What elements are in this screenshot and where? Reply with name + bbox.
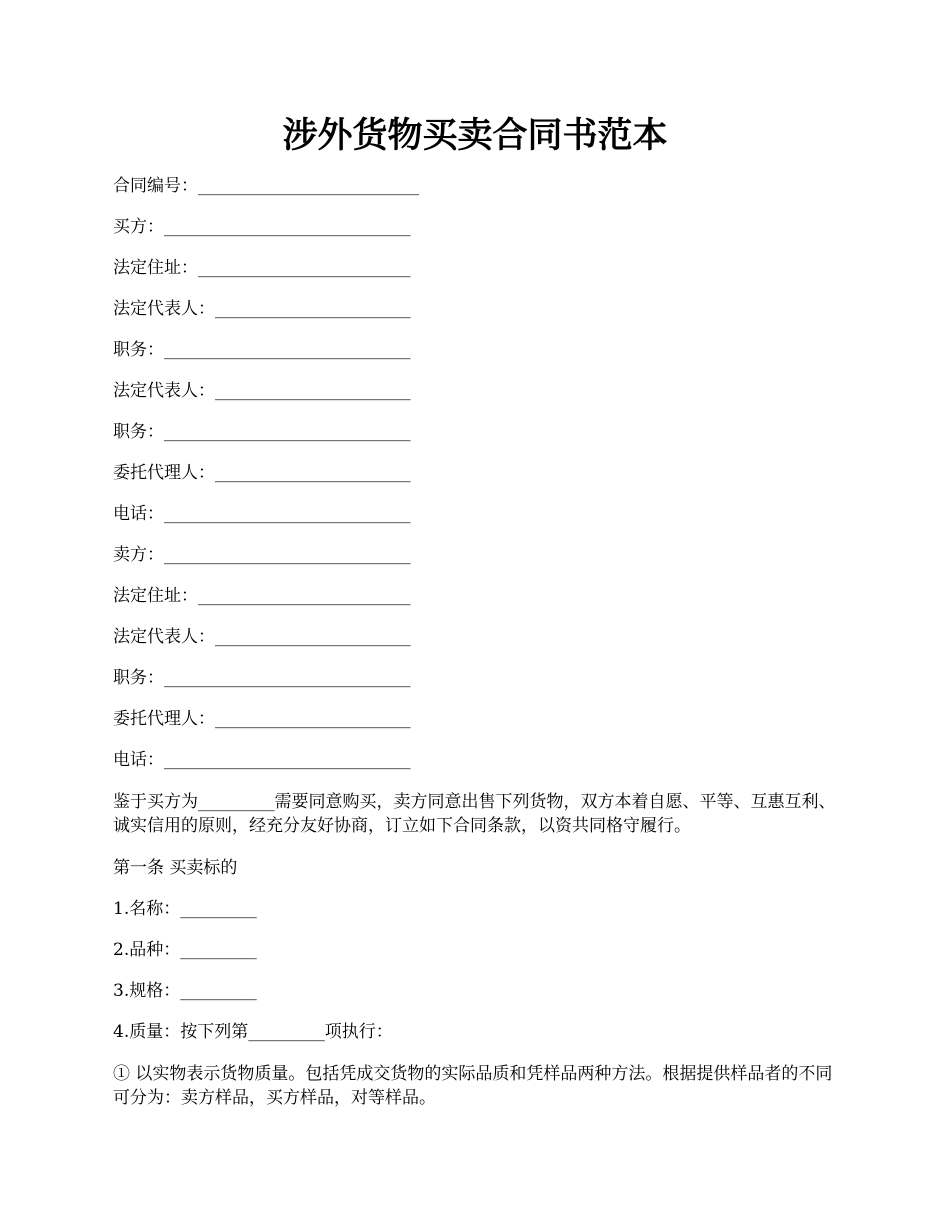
field-seller bbox=[113, 544, 838, 566]
field-seller-position bbox=[113, 667, 838, 689]
item-specification bbox=[113, 980, 838, 1002]
item-variety bbox=[113, 939, 838, 961]
field-blank: _______________________ bbox=[215, 299, 411, 319]
quality-before: 4.质量：按下列第 bbox=[113, 1022, 249, 1042]
field-label: 法定住址： bbox=[113, 586, 198, 606]
field-blank: __________________________ bbox=[198, 176, 419, 196]
field-label: 电话： bbox=[113, 504, 164, 524]
field-buyer-legal-rep bbox=[113, 298, 838, 320]
field-blank: _____________________________ bbox=[164, 217, 411, 237]
field-blank: _______________________ bbox=[215, 709, 411, 729]
field-label: 职务： bbox=[113, 422, 164, 442]
field-label: 买方： bbox=[113, 217, 164, 237]
field-contract-number bbox=[113, 175, 838, 197]
field-blank: _____________________________ bbox=[164, 422, 411, 442]
field-label: 委托代理人： bbox=[113, 709, 215, 729]
item-blank: _________ bbox=[180, 981, 257, 1001]
field-seller-phone bbox=[113, 749, 838, 771]
field-label: 法定住址： bbox=[113, 258, 198, 278]
item-label: 3.规格： bbox=[113, 981, 181, 1001]
document-body bbox=[113, 175, 838, 1129]
quality-after: 项执行： bbox=[324, 1022, 393, 1042]
field-blank: _____________________________ bbox=[164, 340, 411, 360]
field-label: 委托代理人： bbox=[113, 463, 215, 483]
preamble-before: 鉴于买方为 bbox=[113, 792, 198, 812]
field-buyer-address bbox=[113, 257, 838, 279]
field-buyer-agent bbox=[113, 462, 838, 484]
field-buyer-phone bbox=[113, 503, 838, 525]
item-name bbox=[113, 898, 838, 920]
field-blank: _____________________________ bbox=[164, 504, 411, 524]
item-label: 2.品种： bbox=[113, 940, 181, 960]
article-heading: 第一条 买卖标的 bbox=[113, 858, 238, 878]
preamble-blank: _________ bbox=[198, 792, 275, 812]
field-label: 法定代表人： bbox=[113, 299, 215, 319]
field-buyer bbox=[113, 216, 838, 238]
field-blank: _______________________ bbox=[215, 463, 411, 483]
field-blank: _________________________ bbox=[198, 586, 411, 606]
field-buyer-position bbox=[113, 339, 838, 361]
field-label: 职务： bbox=[113, 340, 164, 360]
field-label: 法定代表人： bbox=[113, 381, 215, 401]
field-buyer-position-2 bbox=[113, 421, 838, 443]
preamble-after: 需要同意购买，卖方同意出售下列货物，双方本着自愿、平等、互惠互利、诚实信用的原则，经充分友好协商，订立如下合同条款，以资共同格守履行。 bbox=[113, 792, 836, 836]
field-label: 电话： bbox=[113, 750, 164, 770]
field-seller-address bbox=[113, 585, 838, 607]
field-blank: _____________________________ bbox=[164, 668, 411, 688]
field-label: 合同编号： bbox=[113, 176, 198, 196]
field-buyer-legal-rep-2 bbox=[113, 380, 838, 402]
item-quality bbox=[113, 1021, 838, 1043]
field-blank: _____________________________ bbox=[164, 545, 411, 565]
item-blank: _________ bbox=[180, 940, 257, 960]
field-blank: _______________________ bbox=[215, 627, 411, 647]
field-seller-agent bbox=[113, 708, 838, 730]
field-blank: _____________________________ bbox=[164, 750, 411, 770]
item-label: 1.名称： bbox=[113, 899, 181, 919]
preamble-paragraph bbox=[113, 790, 838, 838]
field-seller-legal-rep bbox=[113, 626, 838, 648]
document-title: 涉外货物买卖合同书范本 bbox=[282, 115, 668, 156]
field-blank: _______________________ bbox=[215, 381, 411, 401]
item-blank: _________ bbox=[180, 899, 257, 919]
field-label: 职务： bbox=[113, 668, 164, 688]
quality-clause-1: ① 以实物表示货物质量。包括凭成交货物的实际品质和凭样品两种方法。根据提供样品者的不同可分为：卖方样品，买方样品，对等样品。 bbox=[113, 1064, 833, 1108]
field-blank: _________________________ bbox=[198, 258, 411, 278]
field-label: 法定代表人： bbox=[113, 627, 215, 647]
field-label: 卖方： bbox=[113, 545, 164, 565]
quality-blank: _________ bbox=[248, 1022, 325, 1042]
